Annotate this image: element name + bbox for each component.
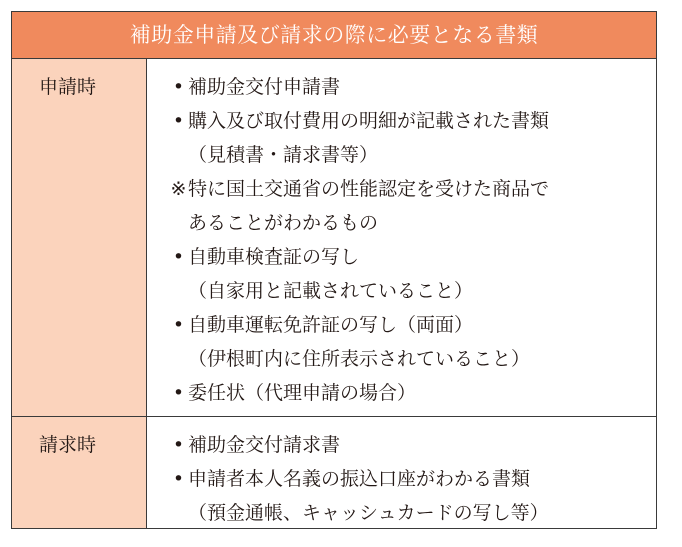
item-text: 申請者本人名義の振込口座がわかる書類 xyxy=(188,468,531,490)
row-label-claim: 請求時 xyxy=(12,417,147,528)
item-text: 自動車検査証の写し xyxy=(188,246,360,268)
bullet-mark: • xyxy=(172,434,185,456)
item-text: 補助金交付申請書 xyxy=(188,76,341,98)
list-item xyxy=(169,240,656,274)
bullet-mark: • xyxy=(172,382,185,404)
claim-document-list xyxy=(147,417,656,528)
bullet-mark: • xyxy=(172,110,185,132)
item-text: 委任状（代理申請の場合） xyxy=(188,382,417,404)
list-item xyxy=(169,462,656,496)
note-mark: ※ xyxy=(170,178,187,200)
bullet-mark: • xyxy=(172,246,185,268)
note-item xyxy=(169,172,656,206)
bullet-mark: • xyxy=(172,314,185,336)
list-item-continuation xyxy=(169,496,656,530)
row-application xyxy=(12,59,656,417)
item-text: （伊根町内に住所表示されていること） xyxy=(188,348,531,370)
list-item xyxy=(169,70,656,104)
bullet-mark: • xyxy=(172,76,185,98)
item-text: 特に国土交通省の性能認定を受けた商品で xyxy=(188,178,550,200)
row-claim xyxy=(12,417,656,528)
row-label-application: 申請時 xyxy=(12,59,147,416)
list-item-continuation xyxy=(169,138,656,172)
item-text: （自家用と記載されていること） xyxy=(188,280,474,302)
item-text: 補助金交付請求書 xyxy=(188,434,341,456)
item-text: 購入及び取付費用の明細が記載された書類 xyxy=(188,110,550,132)
list-item xyxy=(169,308,656,342)
table-title: 補助金申請及び請求の際に必要となる書類 xyxy=(12,12,656,59)
application-document-list xyxy=(147,59,656,416)
list-item-continuation xyxy=(169,274,656,308)
list-item xyxy=(169,104,656,138)
documents-table xyxy=(11,11,657,529)
item-text: あることがわかるもの xyxy=(188,212,379,234)
list-item xyxy=(169,376,656,410)
bullet-mark: • xyxy=(172,468,185,490)
list-item-continuation xyxy=(169,206,656,240)
item-text: （預金通帳、キャッシュカードの写し等） xyxy=(188,502,549,524)
list-item-continuation xyxy=(169,342,656,376)
list-item xyxy=(169,428,656,462)
item-text: （見積書・請求書等） xyxy=(188,144,379,166)
item-text: 自動車運転免許証の写し（両面） xyxy=(188,314,474,336)
